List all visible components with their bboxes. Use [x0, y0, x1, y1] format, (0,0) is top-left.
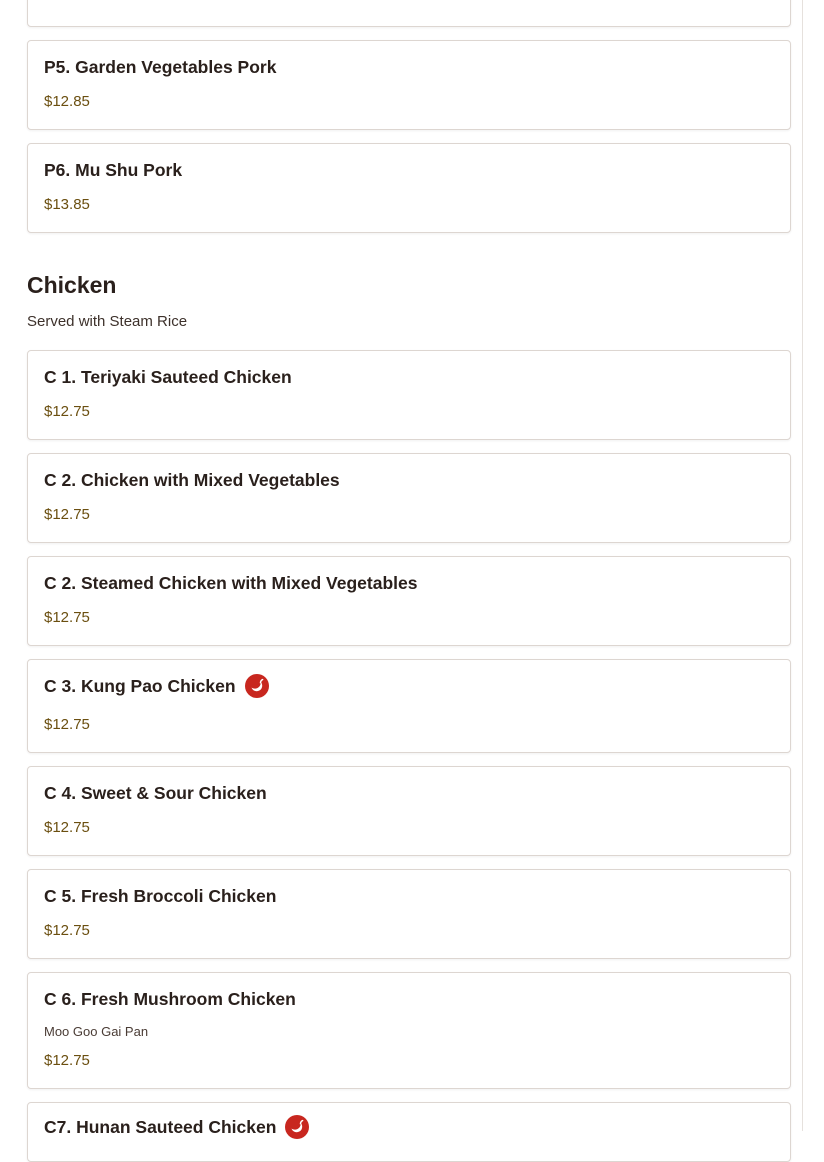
- page-scroll-rail: [802, 0, 803, 1131]
- menu-item-price: $12.75: [44, 922, 90, 939]
- menu-item-name: C 2. Chicken with Mixed Vegetables: [44, 470, 340, 490]
- menu-item-name: C 5. Fresh Broccoli Chicken: [44, 886, 277, 906]
- menu-item-name-row: [44, 1115, 309, 1139]
- menu-item-name: C 1. Teriyaki Sauteed Chicken: [44, 367, 292, 387]
- chili-pepper-icon: [285, 1115, 309, 1139]
- menu-item-card[interactable]: [27, 766, 791, 856]
- menu-item-card[interactable]: [27, 659, 791, 753]
- menu-item-price: $12.85: [44, 93, 90, 110]
- menu-item-price: $12.75: [44, 403, 90, 420]
- menu-item-name: C 3. Kung Pao Chicken: [44, 675, 236, 696]
- menu-item-card[interactable]: [27, 869, 791, 959]
- menu-item-card[interactable]: [27, 453, 791, 543]
- menu-item-card[interactable]: [27, 40, 791, 130]
- menu-item-price: $12.75: [44, 716, 90, 733]
- menu-item-card[interactable]: [27, 350, 791, 440]
- menu-item-card[interactable]: [27, 972, 791, 1089]
- menu-item-description: Moo Goo Gai Pan: [44, 1024, 149, 1039]
- menu-item-price: [44, 0, 90, 1]
- menu-item-card[interactable]: [27, 0, 791, 27]
- menu-item-price: $12.75: [44, 1052, 90, 1069]
- menu-item-card[interactable]: [27, 1102, 791, 1162]
- menu-item-price: $12.75: [44, 819, 90, 836]
- menu-item-name-row: [44, 674, 269, 698]
- menu-item-price: $12.75: [44, 609, 90, 626]
- menu-item-name: C 2. Steamed Chicken with Mixed Vegetables: [44, 573, 418, 593]
- section-subtitle: Served with Steam Rice: [27, 313, 188, 330]
- menu-item-name: P6. Mu Shu Pork: [44, 160, 183, 180]
- menu-item-card[interactable]: [27, 556, 791, 646]
- chili-pepper-icon: [245, 674, 269, 698]
- menu-item-price: $12.75: [44, 506, 90, 523]
- menu-item-name: C 6. Fresh Mushroom Chicken: [44, 989, 296, 1009]
- menu-item-card[interactable]: [27, 143, 791, 233]
- section-title: Chicken: [27, 272, 117, 298]
- menu-item-name: P5. Garden Vegetables Pork: [44, 57, 277, 77]
- menu-item-price: $13.85: [44, 196, 90, 213]
- menu-item-name: C7. Hunan Sauteed Chicken: [44, 1116, 277, 1137]
- menu-item-name: C 4. Sweet & Sour Chicken: [44, 783, 267, 803]
